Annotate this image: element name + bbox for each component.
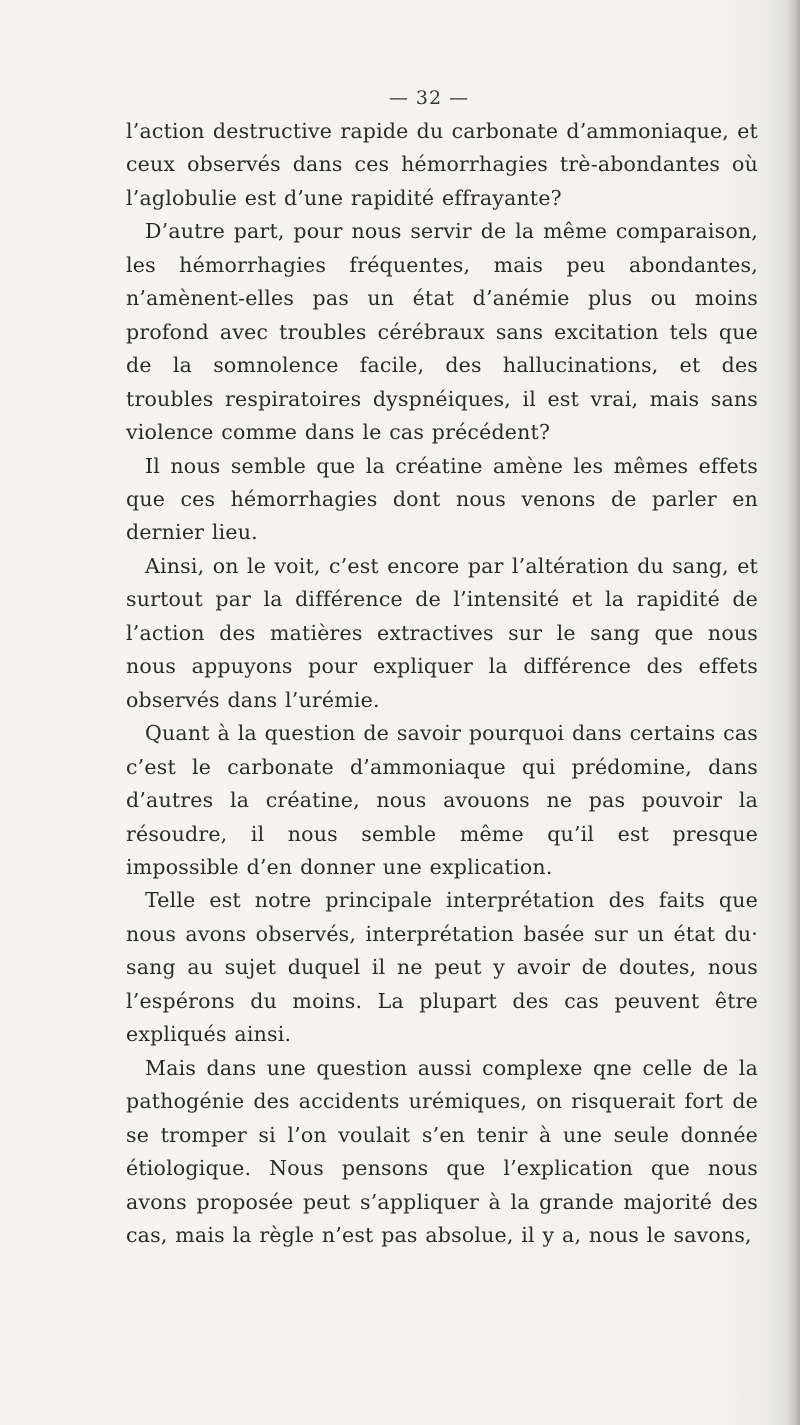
body-text — [126, 115, 758, 1252]
paragraph-1: l’action destructive rapide du carbonate d’ammoniaque, et ceux observés dans ces hémorrhagies trè-abondantes où l’aglobulie est d’une rapidité effrayante? — [126, 119, 758, 210]
paragraph-5: Quant à la question de savoir pourquoi dans certains cas c’est le carbonate d’ammoniaque qui prédomine, dans d’autres la créatine, nous avouons ne pas pouvoir la résoudre, il nous semble même qu’il est presque impossible d’en donner une explication. — [126, 721, 758, 879]
paragraph-7: Mais dans une question aussi complexe qne celle de la pathogénie des accidents urémiques, on risquerait fort de se tromper si l’on voulait s’en tenir à une seule donnée étiologique. Nous pensons que l’explication que nous avons proposée peut s’appliquer à la grande majorité des cas, mais la règle n’est pas absolue, il y a, nous le savons, — [126, 1055, 758, 1247]
page-number: — 32 — — [388, 87, 470, 109]
paragraph-2: D’autre part, pour nous servir de la même comparaison, les hémorrhagies fréquentes, mais peu abondantes, n’amènent-elles pas un état d’anémie plus ou moins profond avec troubles cérébraux sans excitation tels que de la somnolence facile, des hallucinations, et des troubles respiratoires dyspnéiques, il est vrai, mais sans violence comme dans le cas précédent? — [126, 219, 758, 445]
page-edge-shadow — [786, 0, 800, 1425]
paragraph-4: Ainsi, on le voit, c’est encore par l’altération du sang, et surtout par la différence de l’intensité et la rapidité de l’action des matières extractives sur le sang que nous nous appuyons pour expliquer la différence des effets observés dans l’urémie. — [126, 553, 758, 712]
paragraph-3: Il nous semble que la créatine amène les mêmes effets que ces hémorrhagies dont nous venons de parler en dernier lieu. — [126, 453, 758, 545]
paragraph-6: Telle est notre principale interprétation des faits que nous avons observés, interprétation basée sur un état du· sang au sujet duquel il ne peut y avoir de doutes, nous l’espérons du moins. La plupart des cas peuvent être expliqués ainsi. — [126, 888, 758, 1047]
